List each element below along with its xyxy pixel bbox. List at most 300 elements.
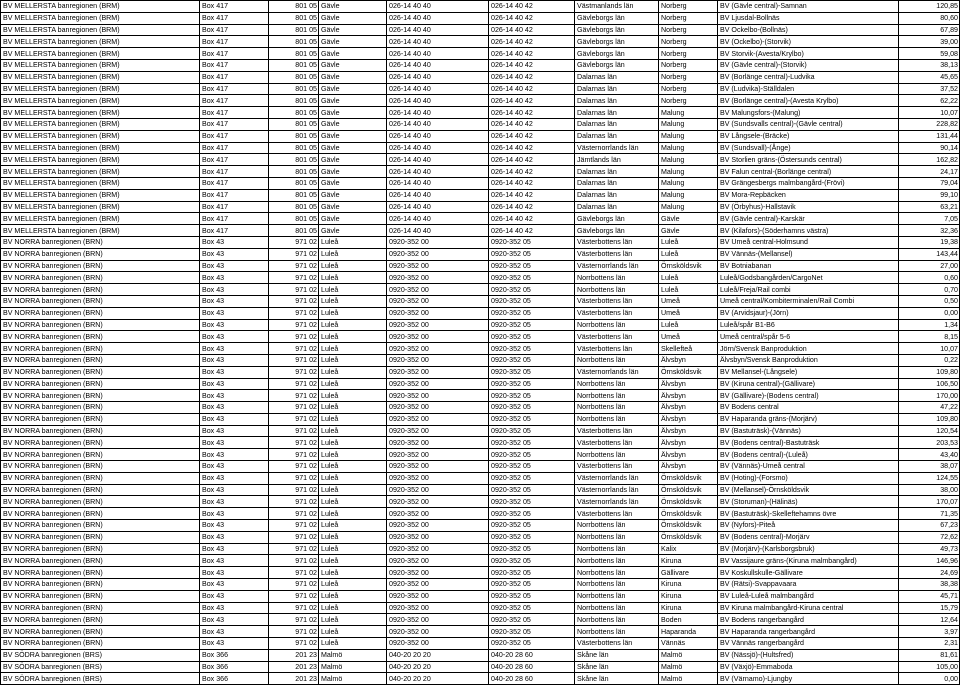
box-cell: Box 43: [200, 590, 269, 602]
municipality-cell: Örnsköldsvik: [659, 366, 718, 378]
box-cell: Box 417: [200, 1, 269, 13]
box-cell: Box 43: [200, 236, 269, 248]
line-section-cell: Älvsbyn/Svensk Banproduktion: [718, 354, 899, 366]
county-cell: Norrbottens län: [575, 354, 659, 366]
box-cell: Box 43: [200, 449, 269, 461]
length-cell: 24,69: [899, 567, 960, 579]
line-section-cell: BV Falun central-(Borlänge central): [718, 166, 899, 178]
municipality-cell: Älvsbyn: [659, 437, 718, 449]
municipality-cell: Norberg: [659, 12, 718, 24]
fax-cell: 0920-352 05: [489, 366, 575, 378]
postal-code-cell: 801 05: [269, 130, 319, 142]
fax-cell: 0920-352 05: [489, 260, 575, 272]
municipality-cell: Luleå: [659, 319, 718, 331]
city-cell: Gävle: [319, 24, 387, 36]
county-cell: Norrbottens län: [575, 531, 659, 543]
phone-cell: 0920-352 00: [387, 614, 489, 626]
length-cell: 124,55: [899, 472, 960, 484]
postal-code-cell: 801 05: [269, 118, 319, 130]
fax-cell: 0920-352 05: [489, 331, 575, 343]
county-cell: Skåne län: [575, 649, 659, 661]
county-cell: Norrbottens län: [575, 555, 659, 567]
box-cell: Box 417: [200, 130, 269, 142]
phone-cell: 0920-352 00: [387, 366, 489, 378]
box-cell: Box 43: [200, 343, 269, 355]
fax-cell: 0920-352 05: [489, 626, 575, 638]
length-cell: 67,89: [899, 24, 960, 36]
phone-cell: 040-20 20 20: [387, 673, 489, 685]
phone-cell: 0920-352 00: [387, 343, 489, 355]
length-cell: 43,40: [899, 449, 960, 461]
postal-code-cell: 801 05: [269, 142, 319, 154]
fax-cell: 0920-352 05: [489, 508, 575, 520]
table-row: [1, 484, 960, 496]
postal-code-cell: 971 02: [269, 555, 319, 567]
line-section-cell: BV Haparanda gräns-(Morjärv): [718, 413, 899, 425]
municipality-cell: Älvsbyn: [659, 354, 718, 366]
phone-cell: 0920-352 00: [387, 260, 489, 272]
county-cell: Västerbottens län: [575, 236, 659, 248]
length-cell: 131,44: [899, 130, 960, 142]
line-section-cell: Luleå/Godsbangården/CargoNet: [718, 272, 899, 284]
city-cell: Gävle: [319, 83, 387, 95]
county-cell: Norrbottens län: [575, 543, 659, 555]
municipality-cell: Norberg: [659, 71, 718, 83]
county-cell: Dalarnas län: [575, 107, 659, 119]
postal-code-cell: 971 02: [269, 543, 319, 555]
postal-code-cell: 971 02: [269, 590, 319, 602]
phone-cell: 0920-352 00: [387, 496, 489, 508]
table-row: [1, 36, 960, 48]
municipality-cell: Malung: [659, 189, 718, 201]
fax-cell: 040-20 28 60: [489, 673, 575, 685]
fax-cell: 0920-352 05: [489, 602, 575, 614]
city-cell: Luleå: [319, 402, 387, 414]
line-section-cell: BV Vännäs rangerbangård: [718, 638, 899, 650]
municipality-cell: Haparanda: [659, 626, 718, 638]
postal-code-cell: 801 05: [269, 213, 319, 225]
organization-cell: BV NORRA banregionen (BRN): [1, 331, 200, 343]
fax-cell: 0920-352 05: [489, 390, 575, 402]
box-cell: Box 417: [200, 189, 269, 201]
length-cell: 120,85: [899, 1, 960, 13]
fax-cell: 0920-352 05: [489, 272, 575, 284]
length-cell: 105,00: [899, 661, 960, 673]
phone-cell: 026-14 40 40: [387, 130, 489, 142]
fax-cell: 026-14 40 42: [489, 24, 575, 36]
city-cell: Gävle: [319, 142, 387, 154]
length-cell: 0,22: [899, 354, 960, 366]
county-cell: Gävleborgs län: [575, 12, 659, 24]
fax-cell: 026-14 40 42: [489, 189, 575, 201]
city-cell: Luleå: [319, 614, 387, 626]
table-row: [1, 638, 960, 650]
box-cell: Box 417: [200, 213, 269, 225]
length-cell: 0,50: [899, 295, 960, 307]
phone-cell: 0920-352 00: [387, 579, 489, 591]
phone-cell: 0920-352 00: [387, 319, 489, 331]
organization-cell: BV NORRA banregionen (BRN): [1, 413, 200, 425]
county-cell: Gävleborgs län: [575, 48, 659, 60]
municipality-cell: Malung: [659, 177, 718, 189]
county-cell: Västernorrlands län: [575, 366, 659, 378]
table-row: [1, 59, 960, 71]
phone-cell: 0920-352 00: [387, 402, 489, 414]
phone-cell: 026-14 40 40: [387, 1, 489, 13]
length-cell: 7,05: [899, 213, 960, 225]
length-cell: 1,34: [899, 319, 960, 331]
county-cell: Västerbottens län: [575, 425, 659, 437]
postal-code-cell: 971 02: [269, 520, 319, 532]
city-cell: Gävle: [319, 166, 387, 178]
county-cell: Dalarnas län: [575, 177, 659, 189]
length-cell: 2,31: [899, 638, 960, 650]
postal-code-cell: 971 02: [269, 236, 319, 248]
line-section-cell: BV (Gällivare)-(Bodens central): [718, 390, 899, 402]
table-row: [1, 107, 960, 119]
box-cell: Box 366: [200, 661, 269, 673]
fax-cell: 0920-352 05: [489, 496, 575, 508]
line-section-cell: BV (Bodens central)-(Luleå): [718, 449, 899, 461]
county-cell: Västmanlands län: [575, 1, 659, 13]
line-section-cell: BV Umeå central-Holmsund: [718, 236, 899, 248]
fax-cell: 0920-352 05: [489, 402, 575, 414]
postal-code-cell: 801 05: [269, 48, 319, 60]
organization-cell: BV NORRA banregionen (BRN): [1, 626, 200, 638]
fax-cell: 0920-352 05: [489, 307, 575, 319]
table-row: [1, 590, 960, 602]
postal-code-cell: 801 05: [269, 154, 319, 166]
box-cell: Box 43: [200, 437, 269, 449]
length-cell: 63,21: [899, 201, 960, 213]
box-cell: Box 43: [200, 295, 269, 307]
table-row: [1, 531, 960, 543]
postal-code-cell: 971 02: [269, 449, 319, 461]
length-cell: 71,35: [899, 508, 960, 520]
line-section-cell: BV (Morjärv)-(Karlsborgsbruk): [718, 543, 899, 555]
phone-cell: 0920-352 00: [387, 461, 489, 473]
municipality-cell: Skellefteå: [659, 343, 718, 355]
organization-cell: BV NORRA banregionen (BRN): [1, 602, 200, 614]
table-row: [1, 649, 960, 661]
municipality-cell: Malung: [659, 107, 718, 119]
city-cell: Gävle: [319, 48, 387, 60]
postal-code-cell: 801 05: [269, 95, 319, 107]
line-section-cell: BV (Mellansel)-Örnsköldsvik: [718, 484, 899, 496]
line-section-cell: BV Ockelbo-(Bollnäs): [718, 24, 899, 36]
length-cell: 0,00: [899, 673, 960, 685]
line-section-cell: BV Mora-Repbäcken: [718, 189, 899, 201]
fax-cell: 040-20 28 60: [489, 661, 575, 673]
fax-cell: 026-14 40 42: [489, 154, 575, 166]
length-cell: 19,38: [899, 236, 960, 248]
county-cell: Västernorrlands län: [575, 260, 659, 272]
city-cell: Luleå: [319, 520, 387, 532]
county-cell: Norrbottens län: [575, 378, 659, 390]
line-section-cell: BV (Kilafors)-(Söderhamns västra): [718, 225, 899, 237]
postal-code-cell: 971 02: [269, 626, 319, 638]
county-cell: Skåne län: [575, 661, 659, 673]
organization-cell: BV NORRA banregionen (BRN): [1, 272, 200, 284]
line-section-cell: Luleå/Freja/Rail combi: [718, 284, 899, 296]
organization-cell: BV NORRA banregionen (BRN): [1, 402, 200, 414]
postal-code-cell: 801 05: [269, 24, 319, 36]
postal-code-cell: 971 02: [269, 413, 319, 425]
line-section-cell: BV (Rätsi)-Svappavaara: [718, 579, 899, 591]
length-cell: 38,13: [899, 59, 960, 71]
phone-cell: 0920-352 00: [387, 248, 489, 260]
table-row: [1, 449, 960, 461]
county-cell: Jämtlands län: [575, 154, 659, 166]
table-row: [1, 177, 960, 189]
length-cell: 228,82: [899, 118, 960, 130]
municipality-cell: Umeå: [659, 295, 718, 307]
city-cell: Luleå: [319, 248, 387, 260]
municipality-cell: Malung: [659, 154, 718, 166]
fax-cell: 026-14 40 42: [489, 130, 575, 142]
line-section-cell: BV (Bodens central)-Morjärv: [718, 531, 899, 543]
postal-code-cell: 971 02: [269, 496, 319, 508]
municipality-cell: Gällivare: [659, 567, 718, 579]
box-cell: Box 43: [200, 472, 269, 484]
organization-cell: BV MELLERSTA banregionen (BRM): [1, 48, 200, 60]
table-row: [1, 331, 960, 343]
county-cell: Västerbottens län: [575, 461, 659, 473]
line-section-cell: Luleå/spår B1-B6: [718, 319, 899, 331]
organization-cell: BV MELLERSTA banregionen (BRM): [1, 130, 200, 142]
organization-cell: BV MELLERSTA banregionen (BRM): [1, 107, 200, 119]
box-cell: Box 417: [200, 154, 269, 166]
box-cell: Box 417: [200, 107, 269, 119]
line-section-cell: BV Botniabanan: [718, 260, 899, 272]
municipality-cell: Gävle: [659, 225, 718, 237]
county-cell: Dalarnas län: [575, 201, 659, 213]
phone-cell: 026-14 40 40: [387, 213, 489, 225]
length-cell: 38,00: [899, 484, 960, 496]
line-section-cell: BV (Ludvika)-Ställdalen: [718, 83, 899, 95]
phone-cell: 026-14 40 40: [387, 107, 489, 119]
table-row: [1, 201, 960, 213]
fax-cell: 026-14 40 42: [489, 213, 575, 225]
city-cell: Gävle: [319, 225, 387, 237]
city-cell: Gävle: [319, 95, 387, 107]
municipality-cell: Örnsköldsvik: [659, 484, 718, 496]
phone-cell: 0920-352 00: [387, 354, 489, 366]
table-row: [1, 1, 960, 13]
municipality-cell: Luleå: [659, 248, 718, 260]
box-cell: Box 43: [200, 284, 269, 296]
postal-code-cell: 801 05: [269, 189, 319, 201]
municipality-cell: Örnsköldsvik: [659, 260, 718, 272]
postal-code-cell: 971 02: [269, 567, 319, 579]
table-row: [1, 272, 960, 284]
table-row: [1, 319, 960, 331]
table-row: [1, 307, 960, 319]
box-cell: Box 43: [200, 354, 269, 366]
postal-code-cell: 201 23: [269, 673, 319, 685]
postal-code-cell: 971 02: [269, 531, 319, 543]
county-cell: Norrbottens län: [575, 272, 659, 284]
city-cell: Luleå: [319, 484, 387, 496]
organization-cell: BV NORRA banregionen (BRN): [1, 248, 200, 260]
length-cell: 170,00: [899, 390, 960, 402]
postal-code-cell: 971 02: [269, 638, 319, 650]
line-section-cell: BV Långsele-(Bräcke): [718, 130, 899, 142]
table-row: [1, 130, 960, 142]
line-section-cell: BV (Gävle central)-(Storvik): [718, 59, 899, 71]
length-cell: 99,10: [899, 189, 960, 201]
municipality-cell: Älvsbyn: [659, 413, 718, 425]
county-cell: Västerbottens län: [575, 508, 659, 520]
length-cell: 162,82: [899, 154, 960, 166]
table-row: [1, 343, 960, 355]
organization-cell: BV NORRA banregionen (BRN): [1, 484, 200, 496]
phone-cell: 0920-352 00: [387, 331, 489, 343]
fax-cell: 0920-352 05: [489, 531, 575, 543]
postal-code-cell: 971 02: [269, 343, 319, 355]
box-cell: Box 417: [200, 118, 269, 130]
municipality-cell: Norberg: [659, 24, 718, 36]
city-cell: Luleå: [319, 390, 387, 402]
county-cell: Dalarnas län: [575, 95, 659, 107]
box-cell: Box 43: [200, 307, 269, 319]
city-cell: Luleå: [319, 461, 387, 473]
organization-cell: BV NORRA banregionen (BRN): [1, 590, 200, 602]
municipality-cell: Norberg: [659, 36, 718, 48]
length-cell: 79,04: [899, 177, 960, 189]
organization-cell: BV MELLERSTA banregionen (BRM): [1, 59, 200, 71]
line-section-cell: Umeå central/spår 5-6: [718, 331, 899, 343]
box-cell: Box 43: [200, 496, 269, 508]
organization-cell: BV NORRA banregionen (BRN): [1, 390, 200, 402]
municipality-cell: Älvsbyn: [659, 449, 718, 461]
municipality-cell: Kiruna: [659, 602, 718, 614]
phone-cell: 0920-352 00: [387, 390, 489, 402]
postal-code-cell: 201 23: [269, 661, 319, 673]
table-row: [1, 189, 960, 201]
fax-cell: 026-14 40 42: [489, 36, 575, 48]
fax-cell: 026-14 40 42: [489, 142, 575, 154]
postal-code-cell: 801 05: [269, 71, 319, 83]
fax-cell: 026-14 40 42: [489, 1, 575, 13]
line-section-cell: BV Malungsfors-(Malung): [718, 107, 899, 119]
length-cell: 12,64: [899, 614, 960, 626]
length-cell: 10,07: [899, 343, 960, 355]
length-cell: 90,14: [899, 142, 960, 154]
postal-code-cell: 801 05: [269, 201, 319, 213]
county-cell: Gävleborgs län: [575, 225, 659, 237]
county-cell: Norrbottens län: [575, 413, 659, 425]
fax-cell: 026-14 40 42: [489, 201, 575, 213]
municipality-cell: Kiruna: [659, 579, 718, 591]
city-cell: Gävle: [319, 1, 387, 13]
county-cell: Västerbottens län: [575, 307, 659, 319]
box-cell: Box 417: [200, 225, 269, 237]
organization-cell: BV MELLERSTA banregionen (BRM): [1, 142, 200, 154]
box-cell: Box 417: [200, 71, 269, 83]
city-cell: Gävle: [319, 189, 387, 201]
fax-cell: 026-14 40 42: [489, 107, 575, 119]
box-cell: Box 417: [200, 48, 269, 60]
box-cell: Box 417: [200, 95, 269, 107]
table-row: [1, 71, 960, 83]
organization-cell: BV NORRA banregionen (BRN): [1, 579, 200, 591]
length-cell: 45,71: [899, 590, 960, 602]
organization-cell: BV NORRA banregionen (BRN): [1, 496, 200, 508]
table-row: [1, 95, 960, 107]
county-cell: Västerbottens län: [575, 343, 659, 355]
table-row: [1, 142, 960, 154]
city-cell: Gävle: [319, 213, 387, 225]
fax-cell: 0920-352 05: [489, 319, 575, 331]
box-cell: Box 43: [200, 543, 269, 555]
box-cell: Box 417: [200, 142, 269, 154]
phone-cell: 0920-352 00: [387, 508, 489, 520]
municipality-cell: Älvsbyn: [659, 378, 718, 390]
organization-cell: BV NORRA banregionen (BRN): [1, 472, 200, 484]
organization-cell: BV SÖDRA banregionen (BRS): [1, 649, 200, 661]
city-cell: Luleå: [319, 236, 387, 248]
length-cell: 39,00: [899, 36, 960, 48]
city-cell: Luleå: [319, 307, 387, 319]
phone-cell: 026-14 40 40: [387, 166, 489, 178]
city-cell: Gävle: [319, 59, 387, 71]
table-row: [1, 236, 960, 248]
box-cell: Box 43: [200, 614, 269, 626]
fax-cell: 026-14 40 42: [489, 12, 575, 24]
municipality-cell: Örnsköldsvik: [659, 508, 718, 520]
municipality-cell: Luleå: [659, 236, 718, 248]
county-cell: Norrbottens län: [575, 402, 659, 414]
postal-code-cell: 971 02: [269, 579, 319, 591]
length-cell: 45,65: [899, 71, 960, 83]
table-row: [1, 83, 960, 95]
line-section-cell: BV (Gävle central)-Samnan: [718, 1, 899, 13]
fax-cell: 0920-352 05: [489, 425, 575, 437]
postal-code-cell: 801 05: [269, 59, 319, 71]
length-cell: 37,52: [899, 83, 960, 95]
fax-cell: 0920-352 05: [489, 284, 575, 296]
length-cell: 0,70: [899, 284, 960, 296]
city-cell: Luleå: [319, 378, 387, 390]
table-row: [1, 354, 960, 366]
municipality-cell: Luleå: [659, 284, 718, 296]
length-cell: 59,08: [899, 48, 960, 60]
fax-cell: 026-14 40 42: [489, 225, 575, 237]
fax-cell: 026-14 40 42: [489, 95, 575, 107]
table-row: [1, 626, 960, 638]
city-cell: Gävle: [319, 107, 387, 119]
length-cell: 38,07: [899, 461, 960, 473]
municipality-cell: Örnsköldsvik: [659, 496, 718, 508]
city-cell: Luleå: [319, 638, 387, 650]
postal-code-cell: 971 02: [269, 425, 319, 437]
line-section-cell: BV (Sundsvall)-(Ånge): [718, 142, 899, 154]
postal-code-cell: 971 02: [269, 461, 319, 473]
phone-cell: 0920-352 00: [387, 307, 489, 319]
phone-cell: 0920-352 00: [387, 555, 489, 567]
county-cell: Västerbottens län: [575, 638, 659, 650]
box-cell: Box 43: [200, 366, 269, 378]
organization-cell: BV NORRA banregionen (BRN): [1, 260, 200, 272]
table-row: [1, 166, 960, 178]
city-cell: Luleå: [319, 331, 387, 343]
box-cell: Box 43: [200, 531, 269, 543]
box-cell: Box 417: [200, 36, 269, 48]
box-cell: Box 417: [200, 166, 269, 178]
box-cell: Box 417: [200, 12, 269, 24]
length-cell: 81,61: [899, 649, 960, 661]
